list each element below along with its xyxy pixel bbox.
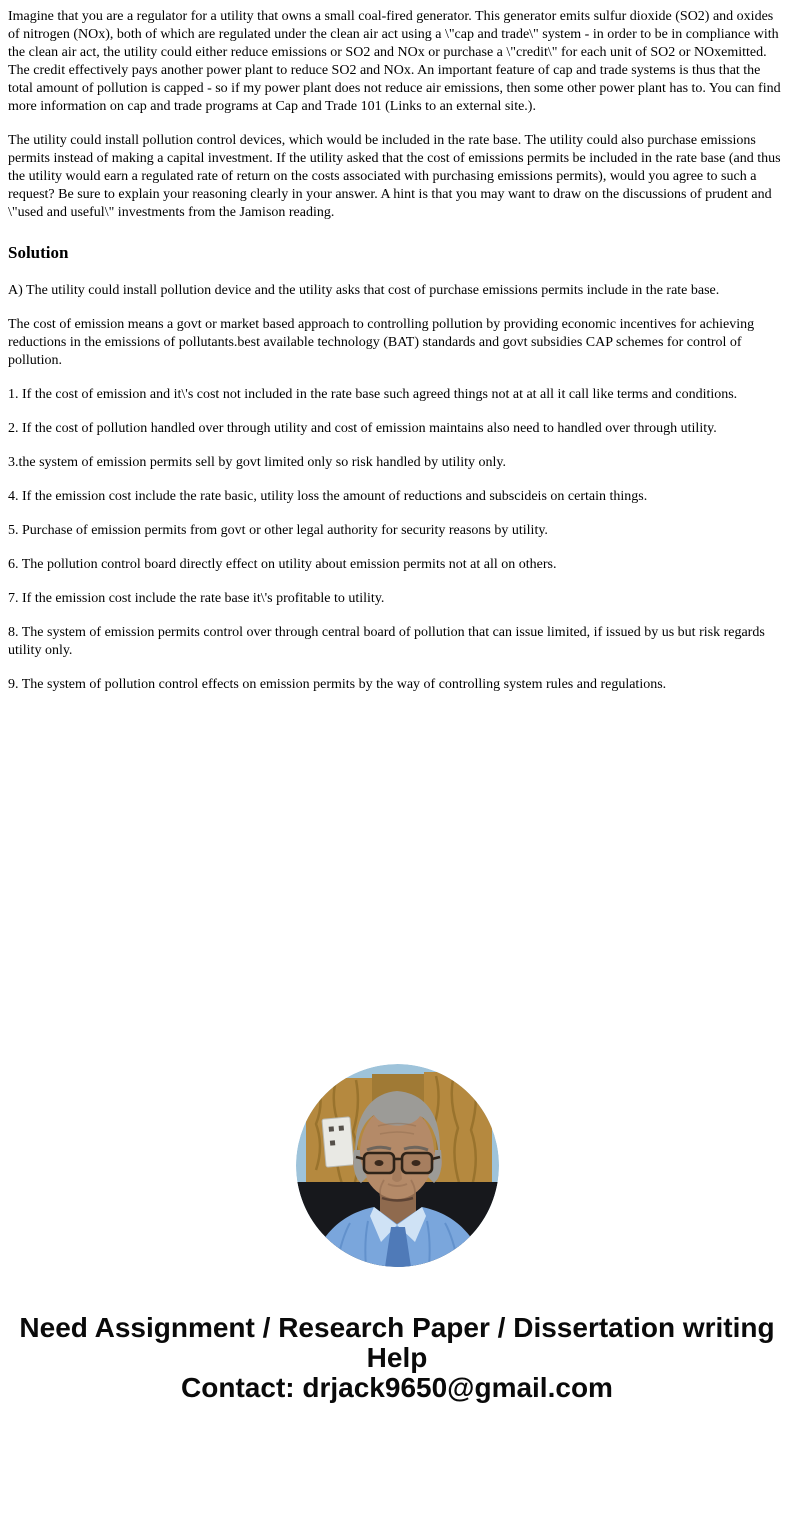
footer-contact-text: Contact: drjack9650@gmail.com	[181, 1372, 613, 1403]
solution-paragraph-a: A) The utility could install pollution device and the utility asks that cost of purchase emissions permits include in the rate base.	[8, 283, 720, 298]
solution-point-8: 8. The system of emission permits control over through central board of pollution that can issue limited, if issued by us but risk regards utility only.	[8, 625, 765, 658]
solution-point-9: 9. The system of pollution control effects on emission permits by the way of controlling system rules and regulations.	[8, 677, 667, 692]
solution-point-1: 1. If the cost of emission and it\'s cost not included in the rate base such agreed things not at at all it call like terms and conditions.	[8, 387, 738, 402]
solution-point-4: 4. If the emission cost include the rate basic, utility loss the amount of reductions and subscideis on certain things.	[8, 489, 648, 504]
portrait-illustration	[296, 1064, 499, 1267]
switchboard	[321, 1117, 353, 1167]
solution-point-2: 2. If the cost of pollution handled over through utility and cost of emission maintains also need to handled over through utility.	[8, 421, 717, 436]
solution-point-5: 5. Purchase of emission permits from govt or other legal authority for security reasons by utility.	[8, 523, 548, 538]
solution-heading: Solution	[8, 243, 69, 262]
solution-point-7: 7. If the emission cost include the rate base it\'s profitable to utility.	[8, 591, 385, 606]
document-body	[0, 0, 794, 694]
question-paragraph-2: The utility could install pollution control devices, which would be included in the rate base. The utility could also purchase emissions permits instead of making a capital investment. If the utility asked that the cost of emissions permits be included in the rate base (and thus the utility would earn a regulated rate of return on the costs associated with purchasing emissions permits), would you agree to such a request? Be sure to explain your reasoning clearly in your answer. A hint is that you may want to draw on the discussions of prudent and \"used and useful\" investments from the Jamison reading.	[8, 133, 781, 220]
footer-banner	[0, 1313, 794, 1403]
profile-photo	[296, 1064, 499, 1267]
profile-photo-section	[0, 1064, 794, 1267]
footer-help-text: Need Assignment / Research Paper / Dissertation writing Help	[19, 1312, 775, 1373]
question-paragraph-1: Imagine that you are a regulator for a utility that owns a small coal-fired generator. This generator emits sulfur dioxide (SO2) and oxides of nitrogen (NOx), both of which are regulated under the clean air act using a \"cap and trade\" system - in order to be in compliance with the clean air act, the utility could either reduce emissions or SO2 and NOx or purchase a \"credit\" for each unit of SO2 or NOxemitted. The credit effectively pays another power plant to reduce SO2 and NOx. An important feature of cap and trade systems is thus that the total amount of pollution is capped - so if my power plant does not reduce air emissions, then some other power plant has to. You can find more information on cap and trade programs at Cap and Trade 101 (Links to an external site.).	[8, 9, 781, 114]
solution-point-6: 6. The pollution control board directly effect on utility about emission permits not at all on others.	[8, 557, 557, 572]
solution-paragraph-intro: The cost of emission means a govt or market based approach to controlling pollution by providing economic incentives for achieving reductions in the emissions of pollutants.best available technology (BAT) standards and govt subsidies CAP schemes for control of pollution.	[8, 317, 755, 368]
solution-point-3: 3.the system of emission permits sell by govt limited only so risk handled by utility only.	[8, 455, 507, 470]
